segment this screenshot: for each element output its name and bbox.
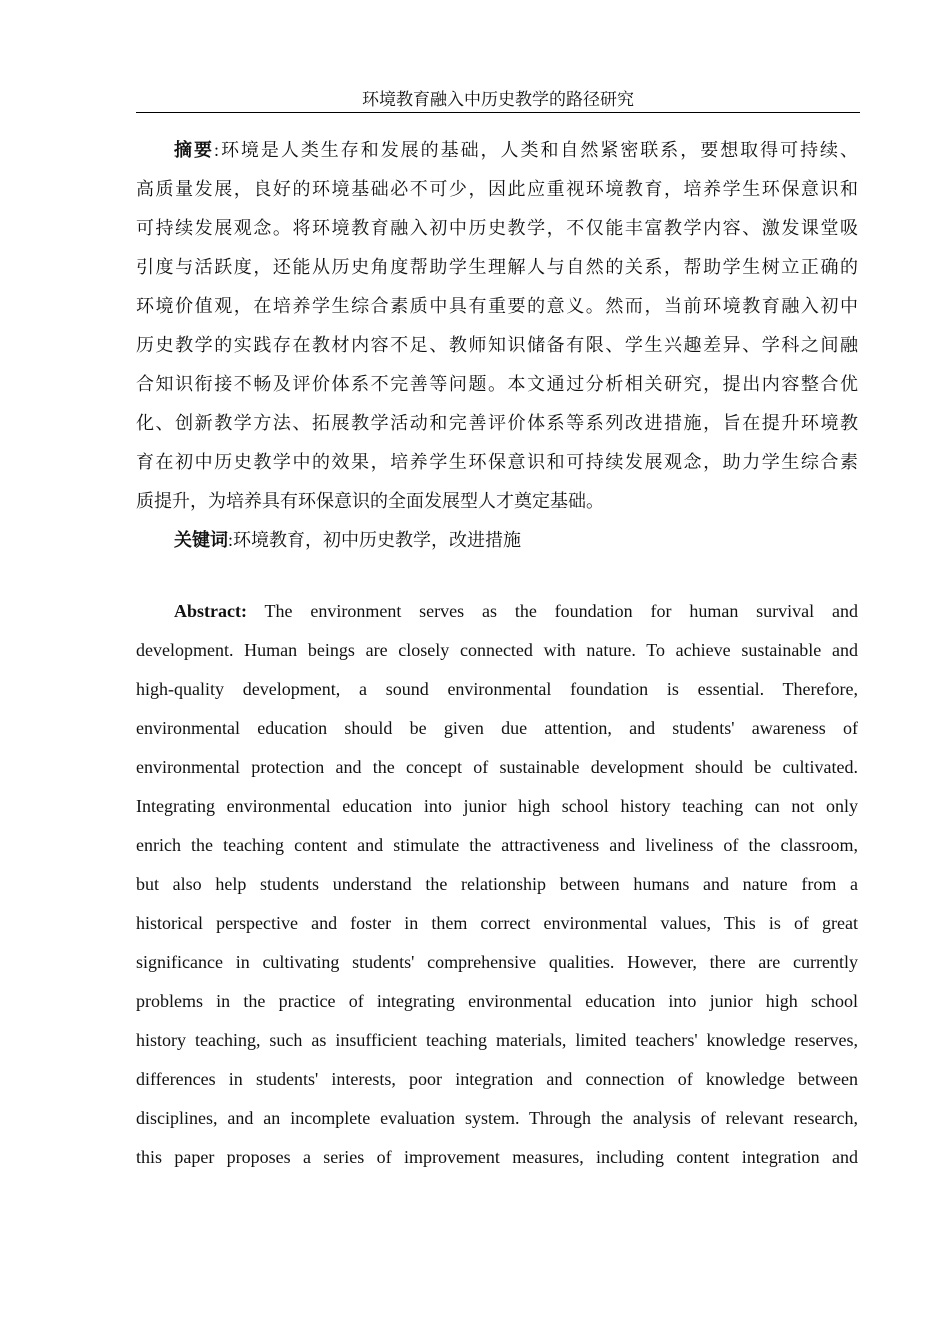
keywords-colon: : xyxy=(228,530,234,550)
abstract-line xyxy=(136,131,858,170)
abstract-line xyxy=(136,365,858,404)
abstract-text: significance in cultivating students' comprehensive qualities. However, there are currently xyxy=(136,952,858,972)
abstract-text: 质提升，为培养具有环保意识的全面发展型人才奠定基础。 xyxy=(136,491,604,511)
abstract-text: this paper proposes a series of improvement measures, including content integration and xyxy=(136,1147,858,1167)
abstract-text: environmental education should be given due attention, and students' awareness of xyxy=(136,718,858,738)
abstract-line xyxy=(136,209,858,248)
abstract-text: enrich the teaching content and stimulate the attractiveness and liveliness of the classroom, xyxy=(136,835,858,855)
abstract-text: but also help students understand the relationship between humans and nature from a xyxy=(136,874,858,894)
abstract-line xyxy=(136,826,858,865)
abstract-text: 历史教学的实践存在教材内容不足、教师知识储备有限、学生兴趣差异、学科之间融 xyxy=(136,335,858,355)
chinese-abstract xyxy=(136,131,858,560)
abstract-text: disciplines, and an incomplete evaluation system. Through the analysis of relevant research, xyxy=(136,1108,858,1128)
abstract-text: historical perspective and foster in them correct environmental values, This is of great xyxy=(136,913,858,933)
header-title: 环境教育融入中历史教学的路径研究 xyxy=(362,90,634,109)
keywords-label: 关键词 xyxy=(174,530,228,550)
abstract-line xyxy=(136,1060,858,1099)
abstract-text: Integrating environmental education into junior high school history teaching can not only xyxy=(136,796,858,816)
abstract-line xyxy=(136,709,858,748)
abstract-line xyxy=(136,248,858,287)
abstract-text: high-quality development, a sound environmental foundation is essential. Therefore, xyxy=(136,679,858,699)
abstract-text: environmental protection and the concept of sustainable development should be cultivated. xyxy=(136,757,858,777)
abstract-line xyxy=(136,592,858,631)
abstract-line xyxy=(136,1021,858,1060)
abstract-line xyxy=(136,982,858,1021)
abstract-text: 环境价值观，在培养学生综合素质中具有重要的意义。然而，当前环境教育融入初中 xyxy=(136,296,858,316)
abstract-text: problems in the practice of integrating environmental education into junior high school xyxy=(136,991,858,1011)
abstract-text: differences in students' interests, poor integration and connection of knowledge between xyxy=(136,1069,858,1089)
abstract-text: The environment serves as the foundation for human survival and xyxy=(264,601,858,621)
keywords-line xyxy=(136,521,858,560)
abstract-label: Abstract: xyxy=(174,601,247,621)
abstract-line xyxy=(136,482,858,521)
abstract-line xyxy=(136,748,858,787)
page-header xyxy=(136,88,860,113)
abstract-text: development. Human beings are closely connected with nature. To achieve sustainable and xyxy=(136,640,858,660)
abstract-text: 高质量发展，良好的环境基础必不可少，因此应重视环境教育，培养学生环保意识和 xyxy=(136,179,858,199)
abstract-line xyxy=(136,1099,858,1138)
abstract-text: 环境是人类生存和发展的基础，人类和自然紧密联系，要想取得可持续、 xyxy=(218,140,859,160)
abstract-line xyxy=(136,670,858,709)
abstract-line xyxy=(136,865,858,904)
keywords-text: 环境教育，初中历史教学，改进措施 xyxy=(233,530,522,550)
abstract-text: history teaching, such as insufficient teaching materials, limited teachers' knowledge reserves, xyxy=(136,1030,858,1050)
abstract-line xyxy=(136,326,858,365)
abstract-text: 合知识衔接不畅及评价体系不完善等问题。本文通过分析相关研究，提出内容整合优 xyxy=(136,374,858,394)
abstract-label: 摘要 xyxy=(174,140,214,160)
abstract-line xyxy=(136,631,858,670)
abstract-line xyxy=(136,904,858,943)
abstract-line xyxy=(136,404,858,443)
abstract-text: 引度与活跃度，还能从历史角度帮助学生理解人与自然的关系，帮助学生树立正确的 xyxy=(136,257,858,277)
abstract-text: 育在初中历史教学中的效果，培养学生环保意识和可持续发展观念，助力学生综合素 xyxy=(136,452,858,472)
abstract-line xyxy=(136,787,858,826)
abstract-line xyxy=(136,170,858,209)
abstract-text: 化、创新教学方法、拓展教学活动和完善评价体系等系列改进措施，旨在提升环境教 xyxy=(136,413,858,433)
abstract-line xyxy=(136,1138,858,1177)
abstract-line xyxy=(136,943,858,982)
english-abstract xyxy=(136,592,858,1177)
abstract-text: 可持续发展观念。将环境教育融入初中历史教学，不仅能丰富教学内容、激发课堂吸 xyxy=(136,218,858,238)
abstract-line xyxy=(136,287,858,326)
abstract-colon: : xyxy=(213,140,219,160)
abstract-line xyxy=(136,443,858,482)
